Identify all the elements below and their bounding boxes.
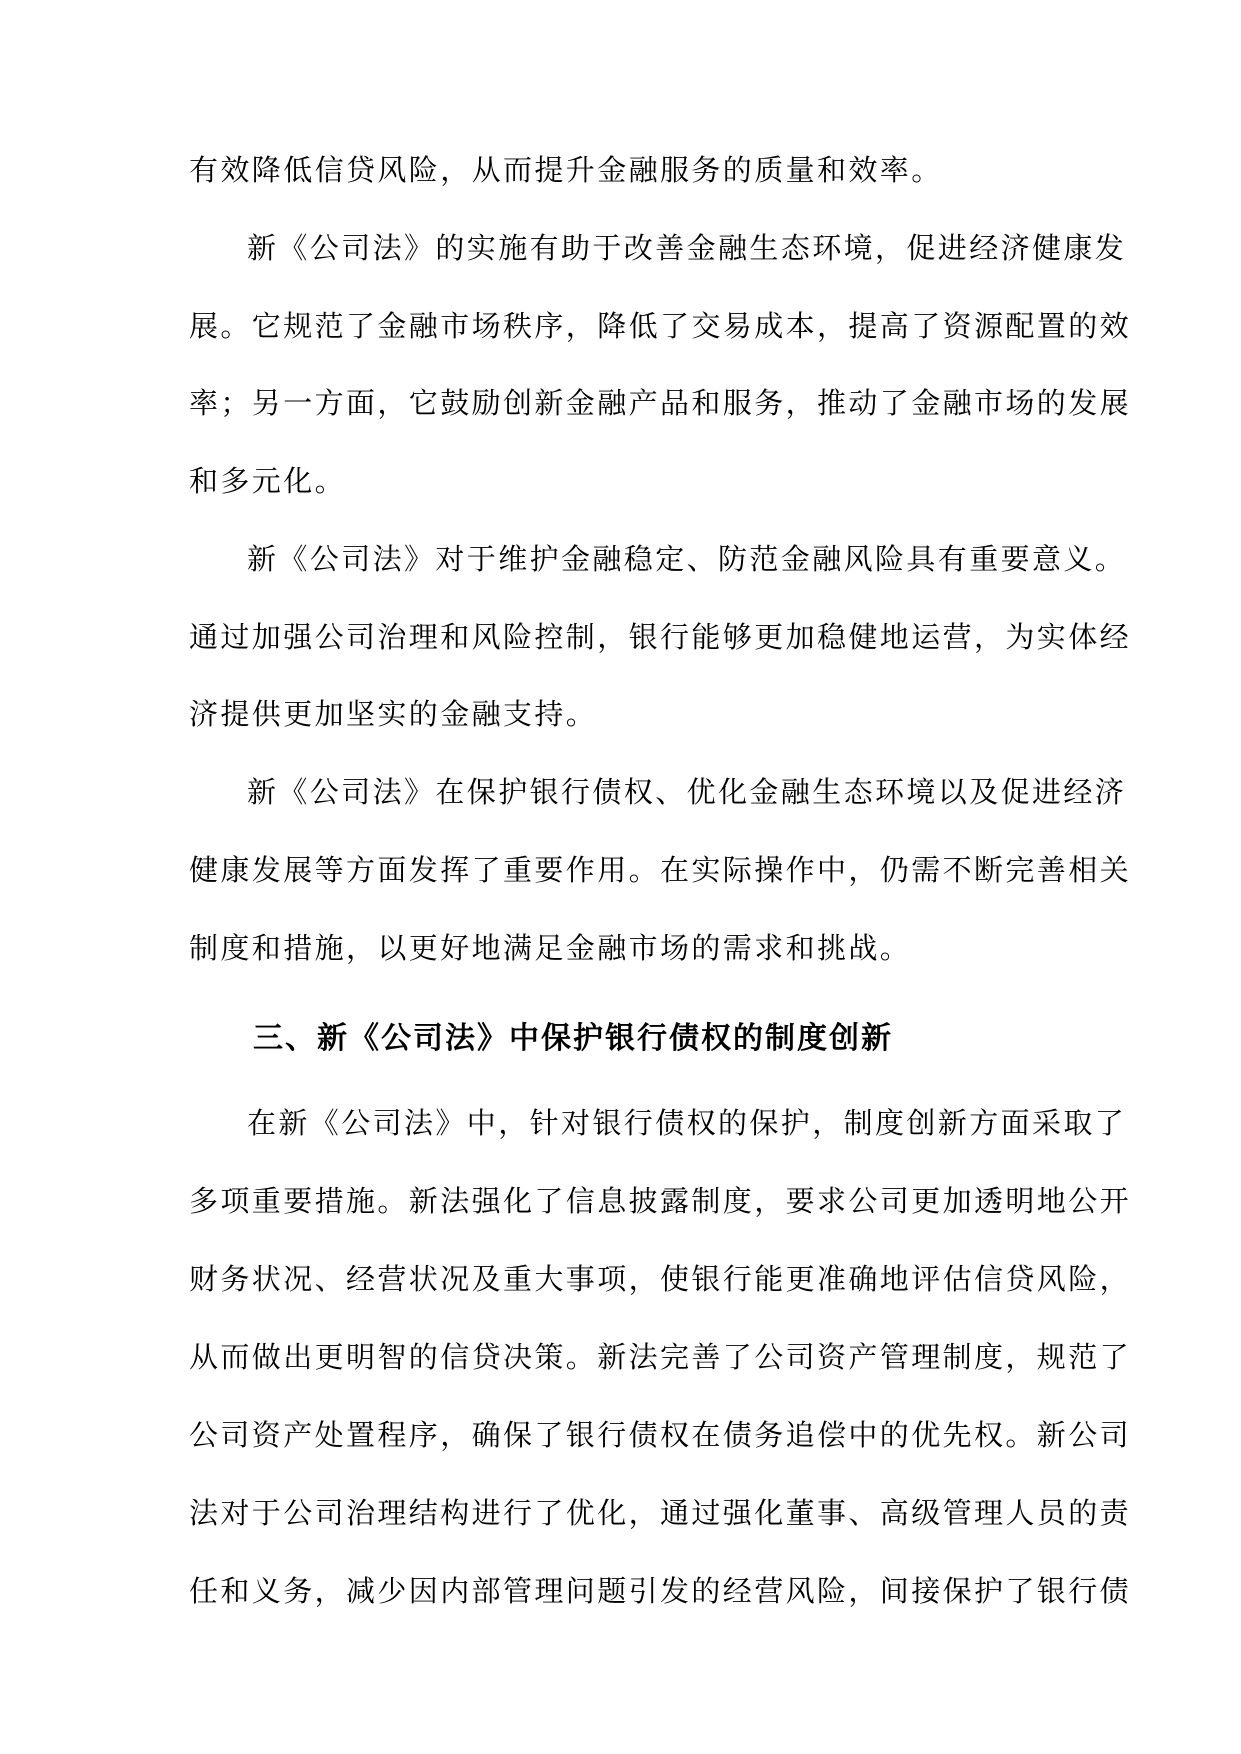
paragraph-line: 新《公司法》对于维护金融稳定、防范金融风险具有重要意义。 — [247, 542, 1127, 576]
paragraph-line: 多项重要措施。新法强化了信息披露制度，要求公司更加透明地公开 — [189, 1184, 1132, 1218]
paragraph-line: 公司资产处置程序，确保了银行债权在债务追偿中的优先权。新公司 — [189, 1418, 1132, 1452]
section-heading: 三、新《公司法》中保护银行债权的制度创新 — [253, 1021, 893, 1056]
paragraph-line: 有效降低信贷风险，从而提升金融服务的质量和效率。 — [189, 153, 943, 187]
paragraph-line: 在新《公司法》中，针对银行债权的保护，制度创新方面采取了 — [247, 1106, 1127, 1140]
paragraph-line: 和多元化。 — [189, 464, 347, 498]
paragraph-line: 新《公司法》在保护银行债权、优化金融生态环境以及促进经济 — [247, 775, 1127, 809]
paragraph-line: 制度和措施，以更好地满足金融市场的需求和挑战。 — [189, 931, 912, 965]
paragraph-line: 法对于公司治理结构进行了优化，通过强化董事、高级管理人员的责 — [189, 1496, 1132, 1530]
paragraph-line: 济提供更加坚实的金融支持。 — [189, 697, 598, 731]
paragraph-line: 通过加强公司治理和风险控制，银行能够更加稳健地运营，为实体经 — [189, 620, 1132, 654]
paragraph-line: 从而做出更明智的信贷决策。新法完善了公司资产管理制度，规范了 — [189, 1340, 1132, 1374]
paragraph-line: 健康发展等方面发挥了重要作用。在实际操作中，仍需不断完善相关 — [189, 853, 1132, 887]
paragraph-line: 新《公司法》的实施有助于改善金融生态环境，促进经济健康发 — [247, 231, 1127, 265]
paragraph-line: 率；另一方面，它鼓励创新金融产品和服务，推动了金融市场的发展 — [189, 386, 1132, 420]
paragraph-line: 展。它规范了金融市场秩序，降低了交易成本，提高了资源配置的效 — [189, 309, 1132, 343]
paragraph-line: 财务状况、经营状况及重大事项，使银行能更准确地评估信贷风险， — [189, 1262, 1132, 1296]
paragraph-line: 任和义务，减少因内部管理问题引发的经营风险，间接保护了银行债 — [189, 1574, 1132, 1608]
